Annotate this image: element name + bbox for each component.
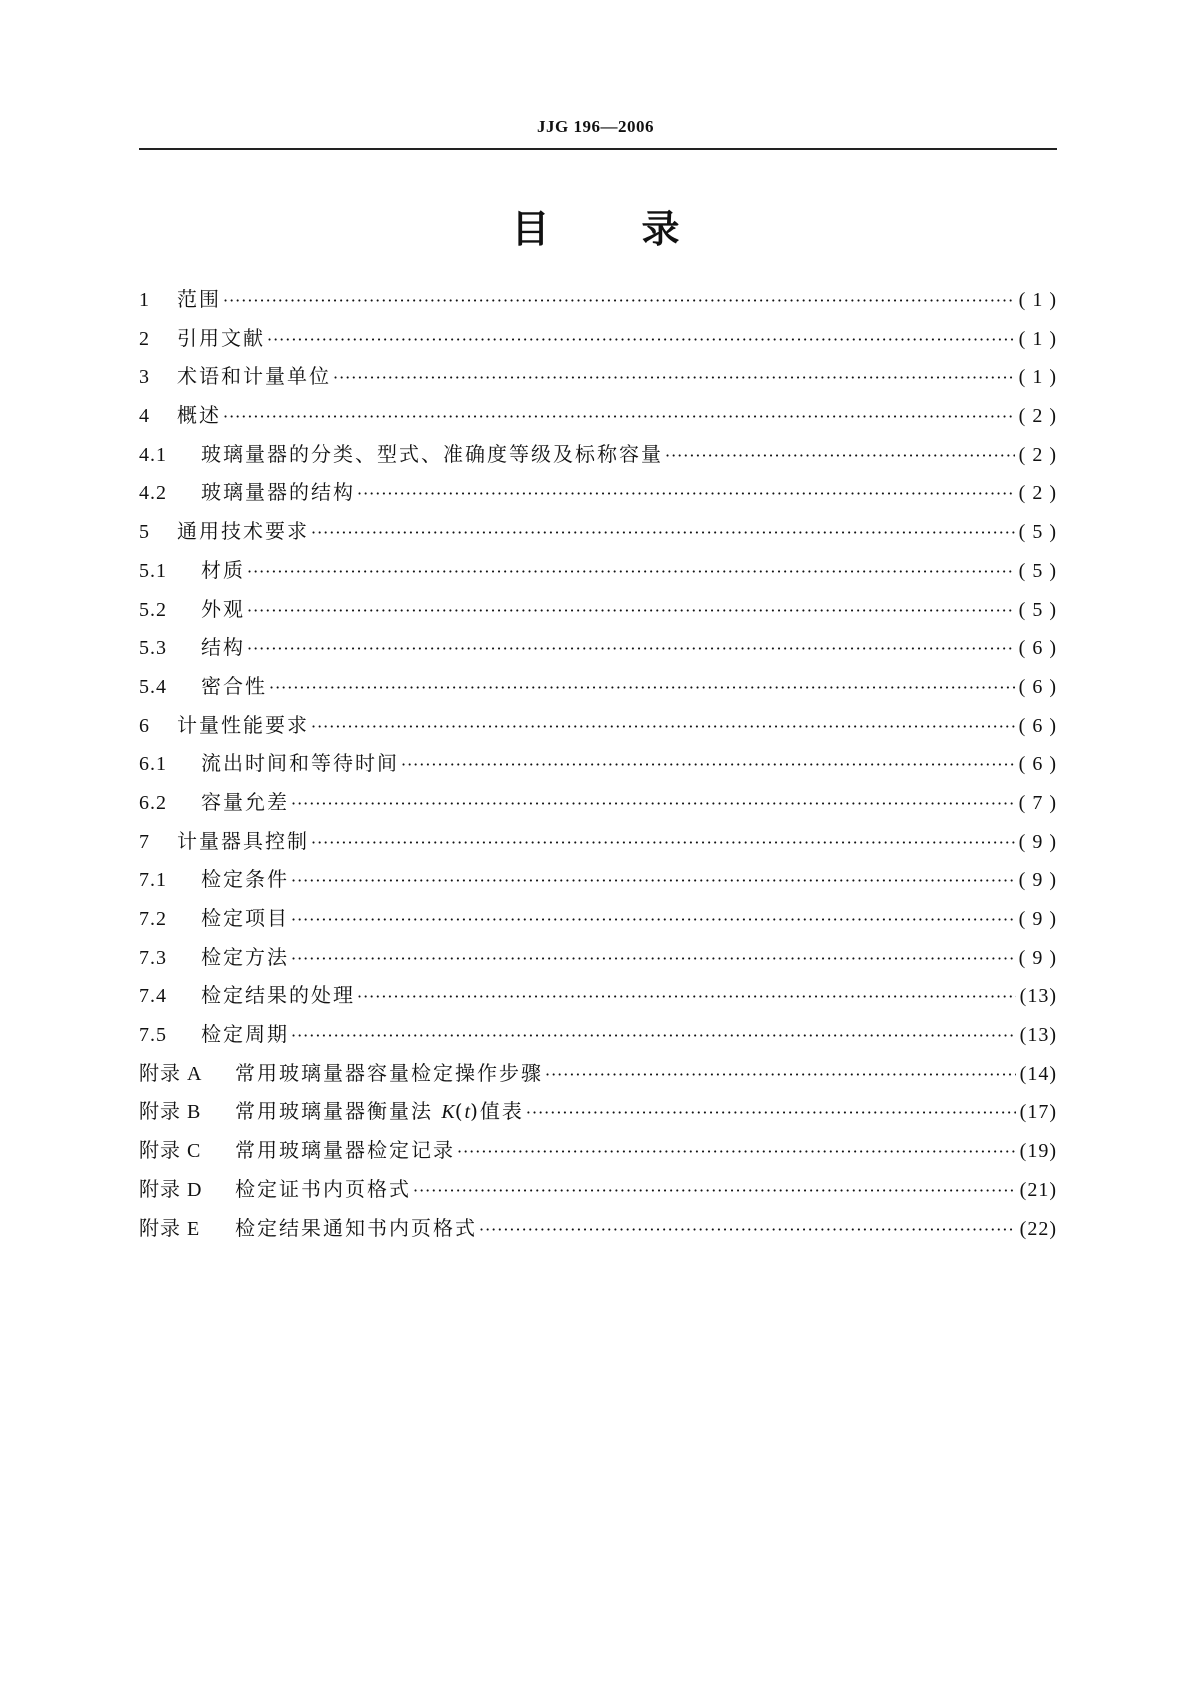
- toc-leader: [479, 1220, 1016, 1239]
- toc-title: 检定证书内页格式: [235, 1176, 411, 1201]
- toc-title: 密合性: [201, 673, 267, 698]
- toc-title: 检定周期: [201, 1022, 289, 1047]
- toc-number: 4.1: [139, 443, 167, 466]
- toc-number: 4.2: [139, 482, 167, 505]
- toc-page: ( 9 ): [1018, 908, 1057, 930]
- toc-leader: [665, 446, 1015, 465]
- toc-page: ( 2 ): [1018, 405, 1057, 428]
- toc-number: 6: [139, 714, 150, 737]
- toc-page: ( 1 ): [1018, 327, 1057, 350]
- toc-title: 术语和计量单位: [177, 364, 331, 389]
- toc-page: ( 6 ): [1018, 753, 1057, 776]
- toc-title: 容量允差: [201, 789, 289, 814]
- toc-leader: [291, 910, 1015, 929]
- toc-entry-appendix[interactable]: [139, 1212, 1057, 1251]
- toc-entry[interactable]: [139, 825, 1057, 864]
- toc-leader: [413, 1181, 1016, 1200]
- toc-page: ( 6 ): [1018, 675, 1057, 698]
- toc-entry[interactable]: [139, 554, 1057, 593]
- toc-leader: [247, 639, 1015, 658]
- toc-title: 检定项目: [201, 906, 289, 930]
- toc-number: 附录 B: [139, 1101, 202, 1124]
- toc-number: 7.1: [139, 869, 167, 892]
- toc-entry[interactable]: [139, 786, 1057, 825]
- toc-leader: [269, 678, 1015, 697]
- header-rule: [139, 148, 1057, 150]
- toc-entry[interactable]: [139, 593, 1057, 632]
- toc-page: (21): [1019, 1178, 1057, 1201]
- toc-leader: [291, 1026, 1016, 1045]
- toc-title: 范围: [177, 287, 221, 311]
- toc-title: 引用文献: [177, 325, 265, 350]
- toc-leader: [457, 1142, 1016, 1161]
- toc-number: 附录 A: [139, 1062, 203, 1085]
- toc-number: 6.1: [139, 753, 167, 776]
- toc-entry[interactable]: [139, 979, 1057, 1018]
- toc-title: 玻璃量器的分类、型式、准确度等级及标称容量: [201, 441, 663, 466]
- toc-number: 7.2: [139, 908, 167, 930]
- toc-title: 计量器具控制: [177, 828, 309, 853]
- toc-number: 5: [139, 521, 150, 544]
- toc-leader: [311, 833, 1015, 852]
- toc-title: 材质: [201, 557, 245, 582]
- toc-page: ( 5 ): [1018, 559, 1057, 582]
- toc-title: 检定结果通知书内页格式: [235, 1215, 477, 1240]
- toc-title: 玻璃量器的结构: [201, 480, 355, 505]
- toc-leader: [267, 330, 1015, 349]
- toc-page: ( 5 ): [1018, 598, 1057, 621]
- toc-number: 6.2: [139, 791, 167, 814]
- toc-page: ( 9 ): [1018, 830, 1057, 853]
- toc-number: 5.3: [139, 637, 167, 660]
- toc-title: 外观: [201, 596, 245, 621]
- toc-title: 常用玻璃量器检定记录: [235, 1138, 455, 1163]
- toc-title-part: 值表: [479, 1099, 524, 1124]
- toc-title: 常用玻璃量器容量检定操作步骤: [235, 1060, 543, 1085]
- toc-entry[interactable]: [139, 670, 1057, 709]
- toc-title: [235, 1095, 524, 1124]
- toc-leader: [247, 601, 1015, 620]
- toc-number: 1: [139, 289, 150, 311]
- toc-entry[interactable]: [139, 863, 1057, 902]
- toc-title: 结构: [201, 635, 245, 660]
- toc-page: ( 6 ): [1018, 714, 1057, 737]
- toc-page: ( 2 ): [1018, 482, 1057, 505]
- toc-title: 概述: [177, 403, 221, 428]
- variable-t: t: [464, 1101, 471, 1124]
- variable-k: K: [441, 1101, 455, 1124]
- toc-leader: [247, 562, 1015, 581]
- title-char-2: 录: [641, 207, 680, 251]
- toc-page: ( 9 ): [1018, 946, 1057, 969]
- toc-entry[interactable]: [139, 322, 1057, 361]
- toc-number: 3: [139, 366, 150, 389]
- toc-entry[interactable]: [139, 476, 1057, 515]
- toc-page: ( 1 ): [1018, 366, 1057, 389]
- toc-leader: [223, 407, 1015, 426]
- toc-page: (19): [1019, 1140, 1057, 1163]
- toc-page: ( 6 ): [1018, 637, 1057, 660]
- toc-entry[interactable]: [139, 438, 1057, 477]
- page-header-code: JJG 196—2006: [537, 117, 654, 136]
- toc-page: ( 7 ): [1018, 791, 1057, 814]
- toc-entry[interactable]: [139, 360, 1057, 399]
- toc-page: ( 2 ): [1018, 443, 1057, 466]
- toc-number: 5.4: [139, 675, 167, 698]
- toc-leader: [357, 484, 1015, 503]
- toc-entry[interactable]: [139, 1018, 1057, 1057]
- toc-entry[interactable]: [139, 941, 1057, 980]
- toc-number: 5.2: [139, 598, 167, 621]
- toc-title: 通用技术要求: [177, 519, 309, 544]
- toc-title-part: 常用玻璃量器衡量法: [235, 1099, 442, 1124]
- toc-number: 4: [139, 405, 150, 428]
- toc-number: 7.3: [139, 946, 167, 969]
- title-char-1: 目: [511, 207, 550, 251]
- toc-number: 附录 C: [139, 1140, 202, 1163]
- toc-leader: [545, 1065, 1016, 1084]
- toc-page: (17): [1019, 1101, 1057, 1124]
- toc-number: 7.4: [139, 985, 167, 1008]
- toc-entry-appendix[interactable]: [139, 1095, 1057, 1134]
- toc-entry-appendix[interactable]: [139, 1134, 1057, 1173]
- toc-entry[interactable]: [139, 399, 1057, 438]
- toc-number: 附录 D: [139, 1178, 203, 1201]
- toc-number: 2: [139, 327, 150, 350]
- toc-number: 5.1: [139, 559, 167, 582]
- toc-page: (13): [1019, 1024, 1057, 1047]
- toc-page: ( 1 ): [1018, 289, 1057, 311]
- toc-title: 检定条件: [201, 867, 289, 892]
- toc-leader: [401, 755, 1015, 774]
- toc-title: 检定方法: [201, 944, 289, 969]
- page-title: [0, 198, 1191, 253]
- toc-leader: [311, 523, 1015, 542]
- toc-entry[interactable]: [139, 709, 1057, 748]
- toc-leader: [311, 717, 1015, 736]
- toc-leader: [291, 949, 1015, 968]
- toc-entry[interactable]: [139, 283, 1057, 322]
- toc-page: (14): [1019, 1062, 1057, 1085]
- toc-entry[interactable]: [139, 902, 1057, 941]
- toc-entry[interactable]: [139, 515, 1057, 554]
- toc-leader: [291, 794, 1015, 813]
- toc-entry[interactable]: [139, 747, 1057, 786]
- toc-leader: [291, 871, 1015, 890]
- toc-page: (13): [1019, 985, 1057, 1008]
- toc-number: 附录 E: [139, 1217, 201, 1240]
- toc-leader: [357, 987, 1016, 1006]
- toc-leader: [526, 1103, 1016, 1122]
- toc-number: 7: [139, 830, 150, 853]
- paren-open: (: [454, 1099, 465, 1124]
- toc-leader: [223, 291, 1015, 310]
- toc-title: 检定结果的处理: [201, 983, 355, 1008]
- toc-entry-appendix[interactable]: [139, 1057, 1057, 1096]
- toc-leader: [333, 368, 1015, 387]
- toc-title: 计量性能要求: [177, 712, 309, 737]
- toc-page: (22): [1019, 1217, 1057, 1240]
- toc-entry-appendix[interactable]: [139, 1173, 1057, 1212]
- toc-page: ( 5 ): [1018, 521, 1057, 544]
- toc-entry[interactable]: [139, 631, 1057, 670]
- toc-number: 7.5: [139, 1024, 167, 1047]
- table-of-contents: [139, 283, 1057, 1250]
- toc-page: ( 9 ): [1018, 869, 1057, 892]
- toc-title: 流出时间和等待时间: [201, 751, 399, 776]
- paren-close: ): [470, 1099, 480, 1124]
